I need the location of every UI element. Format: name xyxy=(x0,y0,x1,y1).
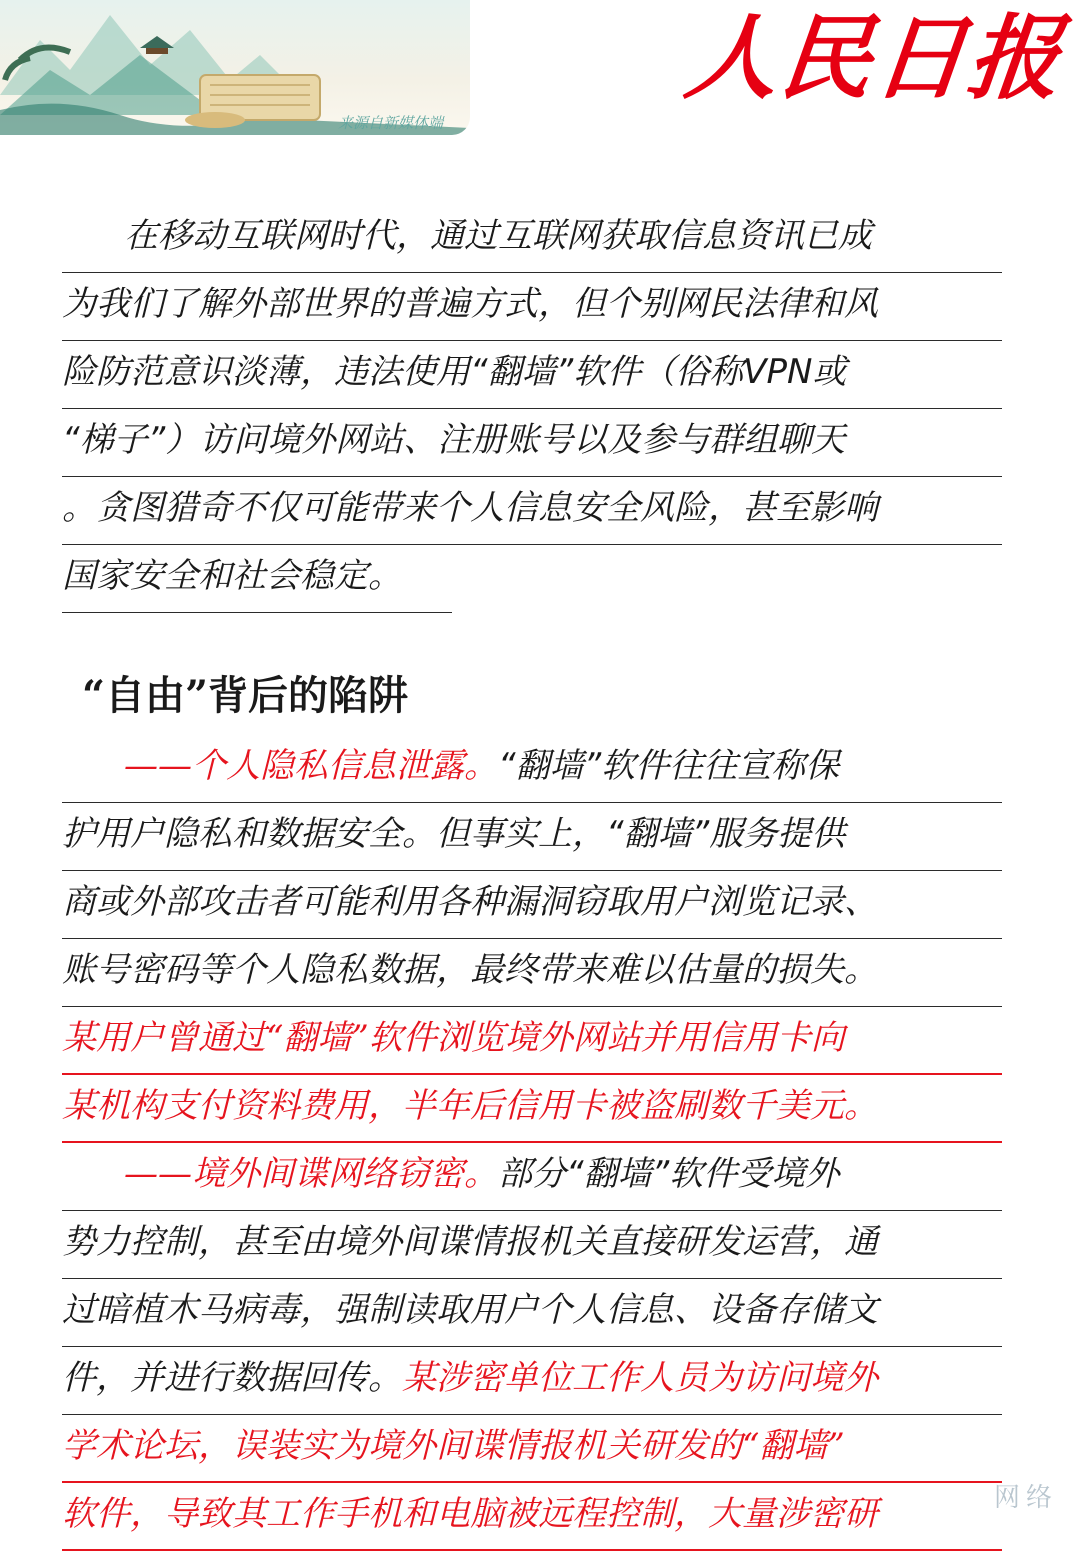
body-line: 势力控制，甚至由境外间谍情报机关直接研发运营，通 xyxy=(62,1211,1002,1279)
lead-title: ——个人隐私信息泄露。 xyxy=(124,746,498,786)
case-line: 某机构支付资料费用，半年后信用卡被盗刷数千美元。 xyxy=(62,1075,1002,1143)
case-line: 学术论坛，误装实为境外间谍情报机关研发的“翻墙” xyxy=(62,1415,1002,1483)
intro-line: “梯子”）访问境外网站、注册账号以及参与群组聊天 xyxy=(62,409,1002,477)
body-line: 过暗植木马病毒，强制读取用户个人信息、设备存储文 xyxy=(62,1279,1002,1347)
paragraph-espionage xyxy=(62,1143,1002,1551)
body-line: 账号密码等个人隐私数据，最终带来难以估量的损失。 xyxy=(62,939,1002,1007)
body-line: 商或外部攻击者可能利用各种漏洞窃取用户浏览记录、 xyxy=(62,871,1002,939)
intro-line: 险防范意识淡薄，违法使用“翻墙”软件（俗称VPN或 xyxy=(62,341,1002,409)
lead-rest: 部分“翻墙”软件受境外 xyxy=(498,1154,840,1194)
header xyxy=(0,0,1080,150)
landscape-banner-image xyxy=(0,0,470,135)
paragraph-lead-line xyxy=(62,1143,1002,1211)
peoples-daily-logo: 人民日报 xyxy=(680,4,1068,112)
intro-line: 为我们了解外部世界的普遍方式，但个别网民法律和风 xyxy=(62,273,1002,341)
case-line: 软件，导致其工作手机和电脑被远程控制，大量涉密研 xyxy=(62,1483,1002,1551)
case-line: 某用户曾通过“翻墙”软件浏览境外网站并用信用卡向 xyxy=(62,1007,1002,1075)
lead-rest: “翻墙”软件往往宣称保 xyxy=(498,746,840,786)
paragraph-privacy-leak xyxy=(62,735,1002,1143)
mixed-line xyxy=(62,1347,1002,1415)
intro-line: 国家安全和社会稳定。 xyxy=(62,545,452,613)
lead-title: ——境外间谍网络窃密。 xyxy=(124,1154,498,1194)
section-heading: “自由”背后的陷阱 xyxy=(82,672,409,719)
source-tag: 来源自新媒体端 xyxy=(338,114,444,132)
paragraph-lead-line xyxy=(62,735,1002,803)
intro-line: 在移动互联网时代，通过互联网获取信息资讯已成 xyxy=(62,205,1002,273)
intro-paragraph xyxy=(62,205,1002,613)
intro-line: 。贪图猎奇不仅可能带来个人信息安全风险，甚至影响 xyxy=(62,477,1002,545)
body-line: 护用户隐私和数据安全。但事实上，“翻墙”服务提供 xyxy=(62,803,1002,871)
watermark-text: 网络 xyxy=(993,1483,1058,1513)
body-text: 件，并进行数据回传。 xyxy=(62,1358,402,1398)
case-text: 某涉密单位工作人员为访问境外 xyxy=(402,1358,878,1398)
article-body xyxy=(62,205,1002,1551)
